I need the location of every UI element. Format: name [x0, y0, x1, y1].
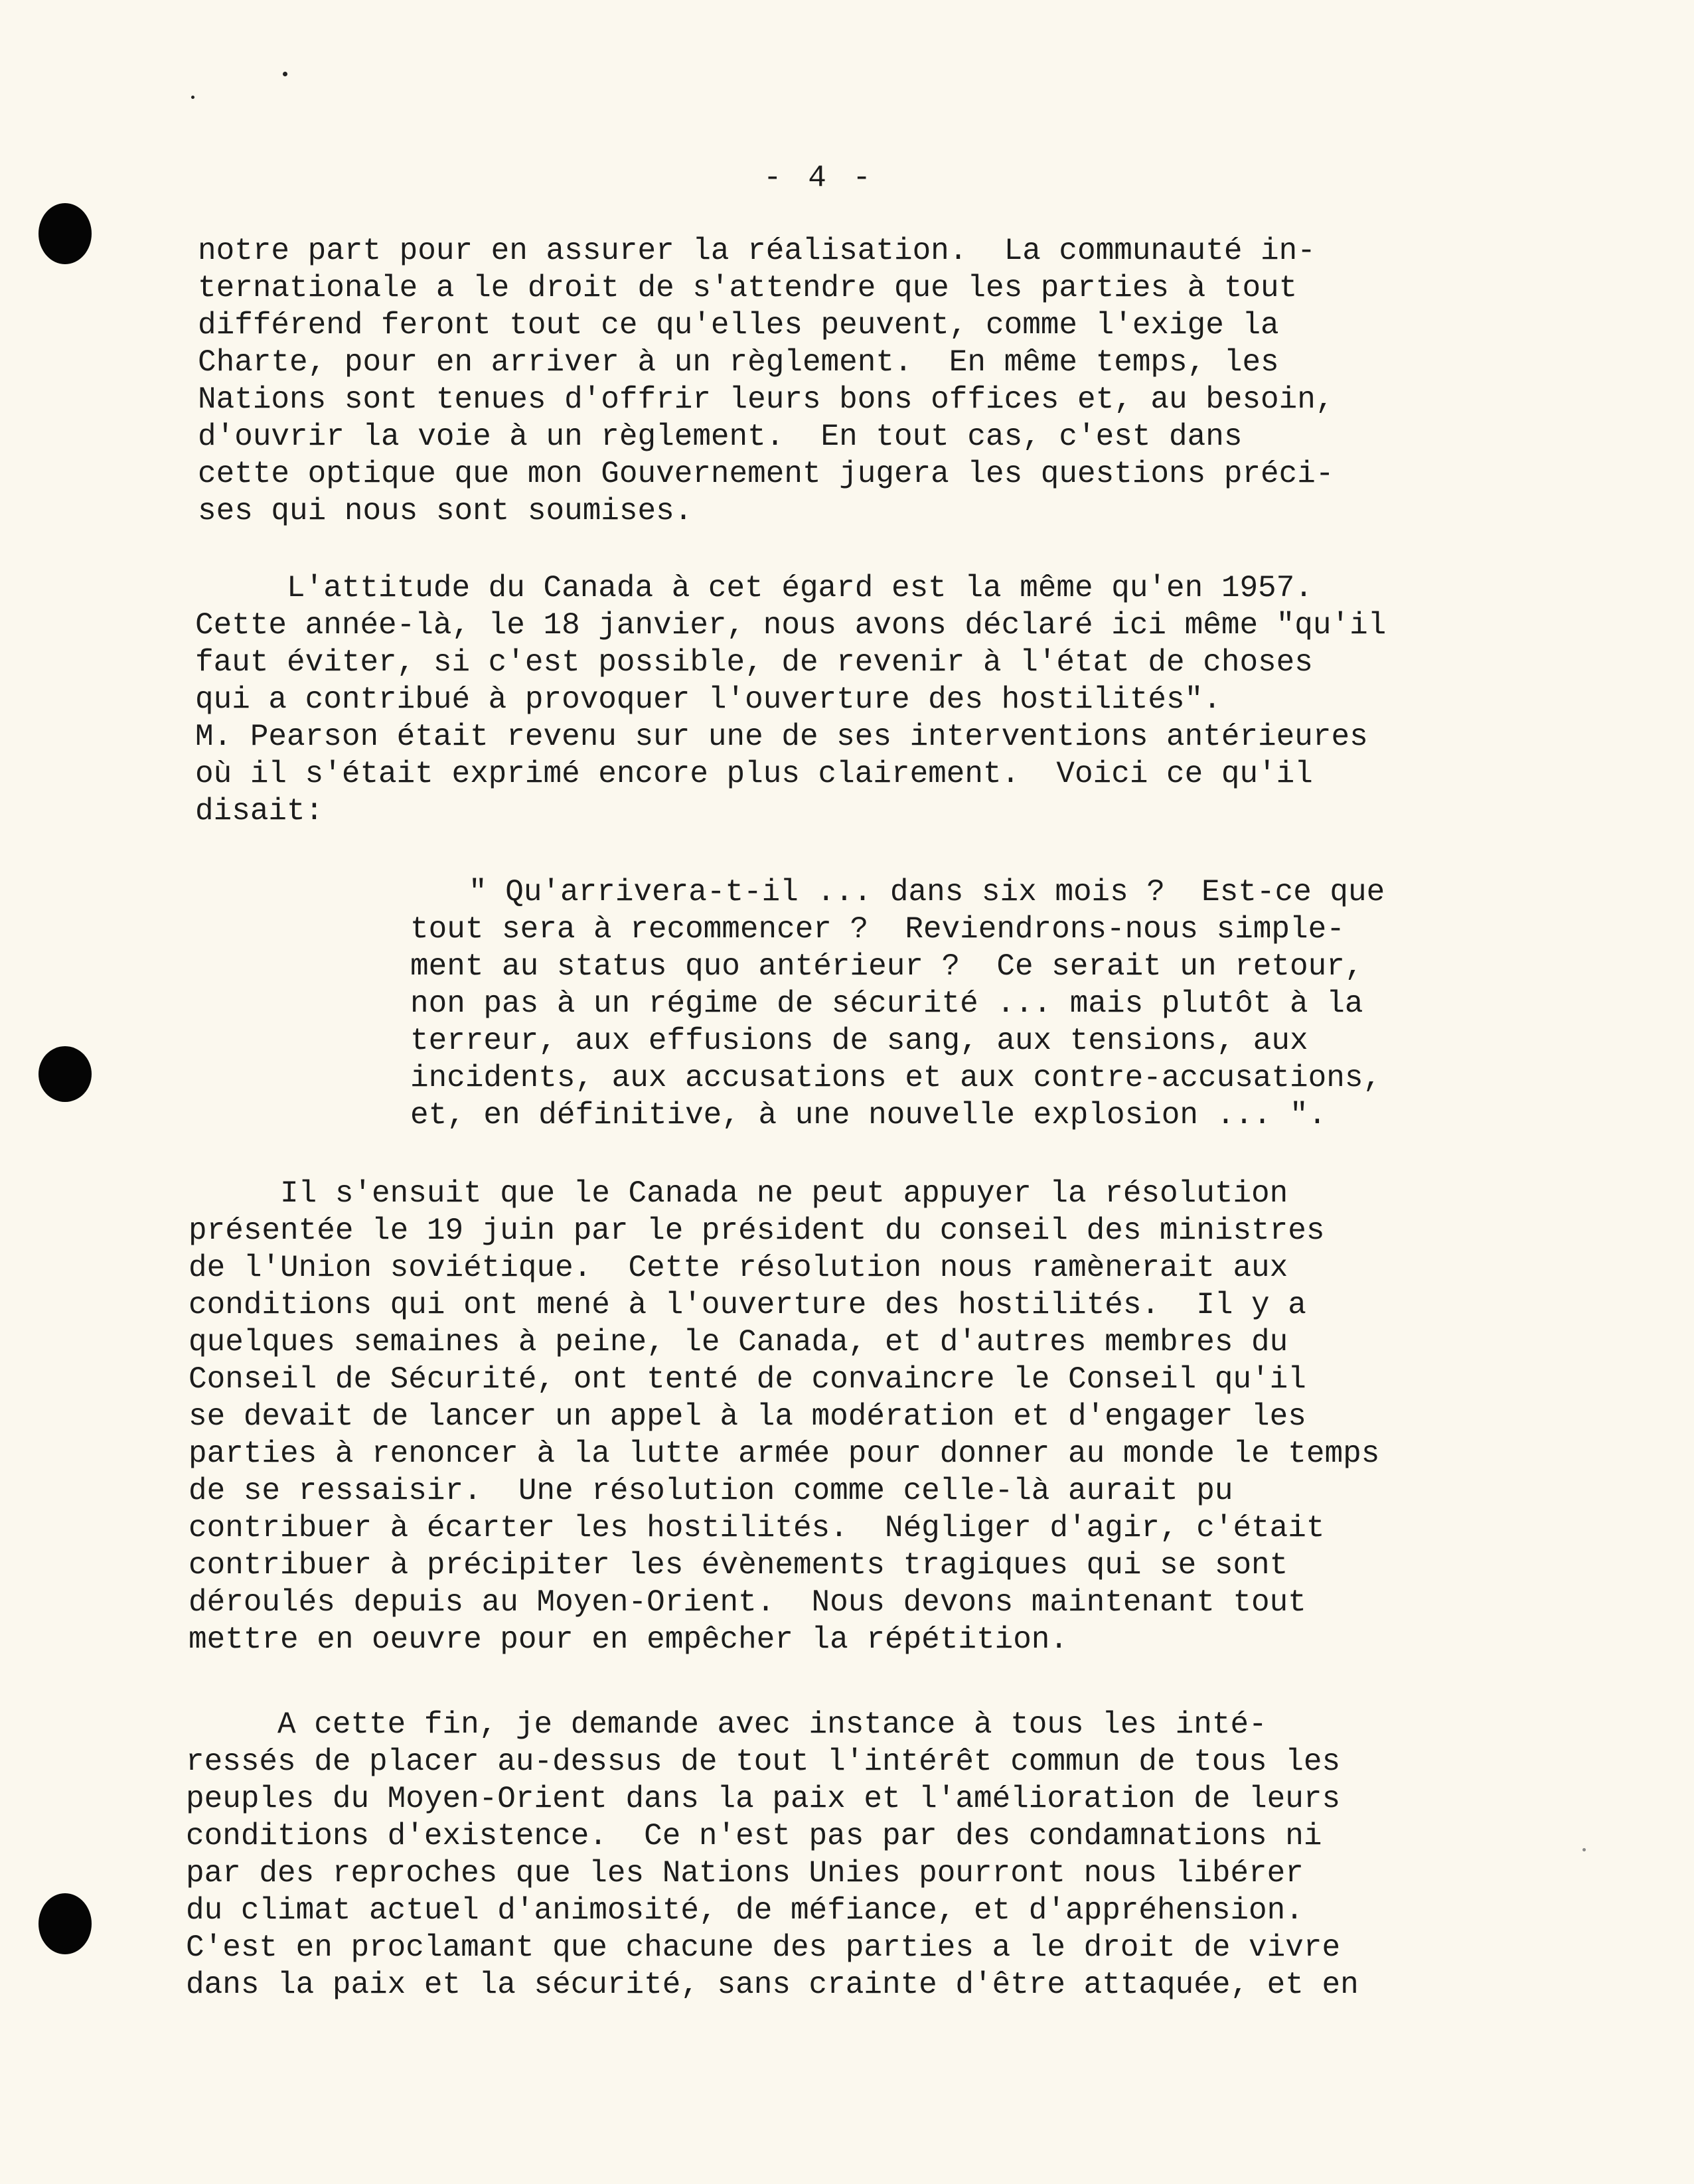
punch-hole-middle — [38, 1046, 92, 1102]
text-line: par des reproches que les Nations Unies pourront nous libérer — [186, 1856, 1304, 1891]
text-line: quelques semaines à peine, le Canada, et d'autres membres du — [189, 1325, 1288, 1360]
text-line: parties à renoncer à la lutte armée pour donner au monde le temps — [189, 1437, 1380, 1471]
quote-line: terreur, aux effusions de sang, aux tensions, aux — [410, 1024, 1308, 1058]
page-number: - 4 - — [763, 161, 876, 195]
text-line: ressés de placer au-dessus de tout l'intérêt commun de tous les — [186, 1745, 1341, 1779]
text-line: M. Pearson était revenu sur une de ses interventions antérieures — [195, 720, 1368, 754]
text-line: L'attitude du Canada à cet égard est la même qu'en 1957. — [195, 571, 1313, 605]
quote-line: tout sera à recommencer ? Reviendrons-nous simple- — [410, 912, 1345, 947]
text-line: conditions qui ont mené à l'ouverture des hostilités. Il y a — [189, 1288, 1306, 1322]
text-line: ses qui nous sont soumises. — [198, 494, 693, 528]
quote-line: et, en définitive, à une nouvelle explosion ... ". — [410, 1098, 1327, 1132]
text-line: qui a contribué à provoquer l'ouverture des hostilités". — [195, 682, 1221, 717]
text-line: contribuer à écarter les hostilités. Négliger d'agir, c'était — [189, 1511, 1325, 1545]
quote-line: incidents, aux accusations et aux contre-accusations, — [410, 1061, 1382, 1095]
text-line: Conseil de Sécurité, ont tenté de convaincre le Conseil qu'il — [189, 1362, 1306, 1397]
text-line: contribuer à précipiter les évènements tragiques qui se sont — [189, 1548, 1288, 1583]
text-line: conditions d'existence. Ce n'est pas par des condamnations ni — [186, 1819, 1322, 1853]
text-line: Nations sont tenues d'offrir leurs bons offices et, au besoin, — [198, 382, 1334, 417]
text-line: ternationale a le droit de s'attendre que les parties à tout — [198, 271, 1298, 305]
speck — [283, 72, 287, 76]
text-line: Charte, pour en arriver à un règlement. En même temps, les — [198, 345, 1279, 380]
text-line: faut éviter, si c'est possible, de revenir à l'état de choses — [195, 645, 1313, 680]
text-line: d'ouvrir la voie à un règlement. En tout cas, c'est dans — [198, 420, 1243, 454]
text-line: se devait de lancer un appel à la modération et d'engager les — [189, 1399, 1306, 1434]
quote-line: non pas à un régime de sécurité ... mais plutôt à la — [410, 986, 1363, 1021]
text-line: C'est en proclamant que chacune des parties a le droit de vivre — [186, 1930, 1341, 1965]
punch-hole-top — [38, 203, 92, 264]
text-line: peuples du Moyen-Orient dans la paix et l'amélioration de leurs — [186, 1782, 1341, 1816]
text-line: notre part pour en assurer la réalisation. La communauté in- — [198, 234, 1316, 268]
quote-line: ment au status quo antérieur ? Ce serait un retour, — [410, 949, 1363, 984]
text-line: du climat actuel d'animosité, de méfiance, et d'appréhension. — [186, 1893, 1304, 1928]
text-line: Il s'ensuit que le Canada ne peut appuyer la résolution — [189, 1176, 1288, 1211]
text-line: déroulés depuis au Moyen-Orient. Nous devons maintenant tout — [189, 1585, 1306, 1620]
punch-hole-bottom — [38, 1893, 92, 1954]
text-line: de l'Union soviétique. Cette résolution nous ramènerait aux — [189, 1251, 1288, 1285]
text-line: différend feront tout ce qu'elles peuvent, comme l'exige la — [198, 308, 1279, 343]
text-line: mettre en oeuvre pour en empêcher la répétition. — [189, 1622, 1069, 1657]
speck — [191, 96, 194, 99]
text-line: présentée le 19 juin par le président du conseil des ministres — [189, 1213, 1325, 1248]
text-line: disait: — [195, 794, 324, 828]
text-line: cette optique que mon Gouvernement jugera les questions préci- — [198, 457, 1334, 491]
quote-line: " Qu'arrivera-t-il ... dans six mois ? Est-ce que — [469, 875, 1385, 909]
speck — [1582, 1848, 1586, 1851]
text-line: A cette fin, je demande avec instance à tous les inté- — [186, 1707, 1267, 1742]
text-line: de se ressaisir. Une résolution comme celle-là aurait pu — [189, 1474, 1233, 1508]
text-line: dans la paix et la sécurité, sans crainte d'être attaquée, et en — [186, 1968, 1359, 2002]
text-line: Cette année-là, le 18 janvier, nous avons déclaré ici même "qu'il — [195, 608, 1387, 643]
text-line: où il s'était exprimé encore plus clairement. Voici ce qu'il — [195, 757, 1313, 791]
